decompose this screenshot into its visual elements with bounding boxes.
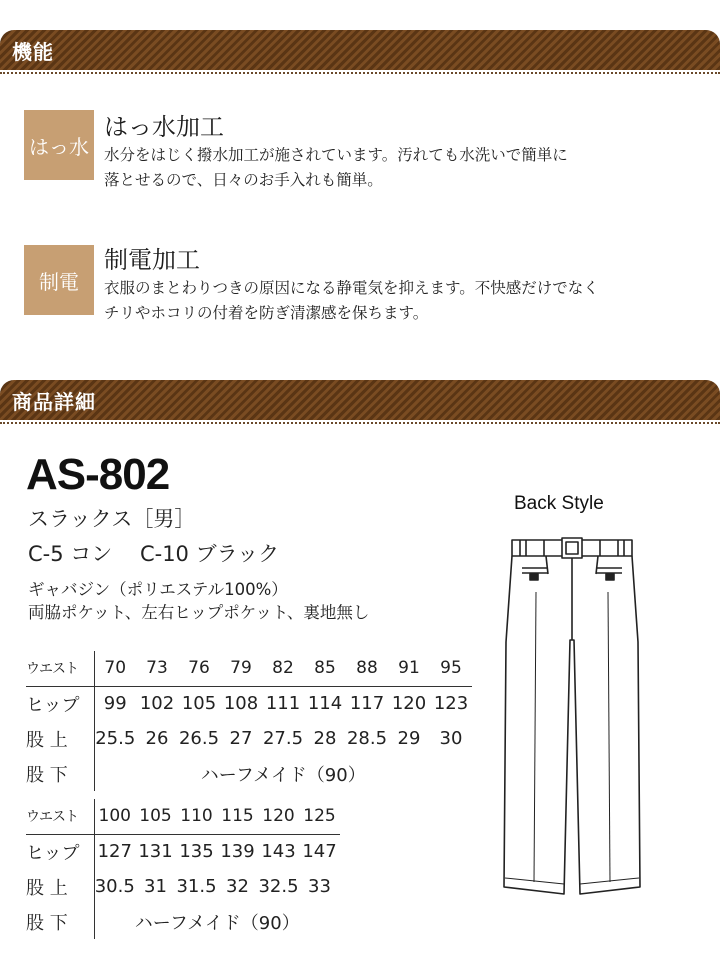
inseam-row	[26, 756, 472, 791]
table-cell: 111	[265, 693, 301, 715]
antistatic-title: 制電加工	[104, 246, 200, 274]
row-label: ヒップ	[26, 686, 94, 721]
row-label: ヒップ	[26, 834, 94, 869]
row-label: ウエスト	[26, 651, 94, 686]
table-cell: 32.5	[258, 876, 299, 897]
inseam-value: ハーフメイド（90）	[134, 912, 300, 934]
table-cell: 105	[181, 693, 217, 715]
description-line: 衣服のまとわりつきの原因になる静電気を抑えます。不快感だけでなく	[104, 279, 599, 297]
hip-row	[26, 834, 340, 869]
table-cell: 115	[217, 799, 258, 834]
row-label: 股 下	[26, 756, 94, 791]
table-cell: 102	[139, 693, 175, 715]
table-cell: 26	[145, 728, 169, 749]
description-line: 落とせるので、日々のお手入れも簡単。	[104, 171, 383, 189]
size-table-2	[26, 799, 340, 939]
divider	[0, 422, 720, 424]
table-cell: 120	[258, 799, 299, 834]
description-line: チリやホコリの付着を防ぎ清潔感を保ちます。	[104, 304, 429, 322]
antistatic-badge: 制電	[24, 245, 94, 315]
table-cell: 33	[308, 876, 331, 897]
table-cell: 73	[136, 651, 178, 686]
functions-header	[0, 30, 720, 70]
table-cell: 31	[144, 876, 167, 897]
table-cell: 29	[397, 728, 421, 749]
table-cell: 30	[439, 728, 463, 749]
functions-header-title: 機能	[12, 40, 54, 64]
table-cell: 70	[94, 651, 136, 686]
table-cell: 110	[176, 799, 217, 834]
table-cell: 114	[307, 693, 343, 715]
divider	[0, 72, 720, 74]
table-cell: 125	[299, 799, 340, 834]
water-repellent-title: はっ水加工	[104, 113, 224, 141]
table-cell: 95	[430, 651, 472, 686]
product-features: 両脇ポケット、左右ヒップポケット、裏地無し	[28, 603, 370, 622]
table-cell: 31.5	[176, 876, 217, 897]
table-cell: 30.5	[94, 876, 135, 897]
table-cell: 27.5	[262, 728, 304, 749]
rise-row	[26, 721, 472, 756]
table-cell: 147	[302, 841, 337, 863]
table-cell: 100	[94, 799, 135, 834]
table-cell: 28.5	[346, 728, 388, 749]
antistatic-description	[104, 276, 704, 326]
table-cell: 82	[262, 651, 304, 686]
size-table-1	[26, 651, 472, 791]
table-cell: 123	[433, 693, 469, 715]
back-style-label: Back Style	[514, 493, 604, 514]
row-label: 股 下	[26, 904, 94, 939]
table-cell: 26.5	[178, 728, 220, 749]
water-repellent-description	[104, 143, 704, 193]
table-cell: 105	[135, 799, 176, 834]
table-cell: 88	[346, 651, 388, 686]
table-cell: 91	[388, 651, 430, 686]
waist-row	[26, 651, 472, 686]
inseam-value: ハーフメイド（90）	[200, 764, 366, 786]
product-name: スラックス［男］	[28, 507, 196, 531]
table-cell: 32	[226, 876, 249, 897]
waist-row	[26, 799, 340, 834]
product-colors: C-5 コン C-10 ブラック	[28, 542, 280, 566]
table-cell: 108	[223, 693, 259, 715]
row-label: 股 上	[26, 869, 94, 904]
table-cell: 131	[138, 841, 173, 863]
table-cell: 127	[97, 841, 132, 863]
pants-back-illustration	[498, 532, 648, 898]
model-number: AS-802	[26, 450, 170, 499]
table-cell: 76	[178, 651, 220, 686]
table-cell: 135	[179, 841, 214, 863]
table-cell: 85	[304, 651, 346, 686]
row-label: 股 上	[26, 721, 94, 756]
inseam-row	[26, 904, 340, 939]
table-cell: 117	[349, 693, 385, 715]
table-cell: 25.5	[95, 728, 136, 749]
table-cell: 99	[103, 693, 127, 715]
row-label: ウエスト	[26, 799, 94, 834]
table-cell: 79	[220, 651, 262, 686]
details-header-title: 商品詳細	[12, 390, 96, 414]
details-header	[0, 380, 720, 420]
table-cell: 120	[391, 693, 427, 715]
table-cell: 27	[229, 728, 253, 749]
hip-row	[26, 686, 472, 721]
table-cell: 139	[220, 841, 255, 863]
table-cell: 28	[313, 728, 337, 749]
product-material: ギャバジン（ポリエステル100%）	[28, 580, 288, 599]
table-cell: 143	[261, 841, 296, 863]
description-line: 水分をはじく撥水加工が施されています。汚れても水洗いで簡単に	[104, 146, 568, 164]
water-repellent-badge: はっ水	[24, 110, 94, 180]
rise-row	[26, 869, 340, 904]
